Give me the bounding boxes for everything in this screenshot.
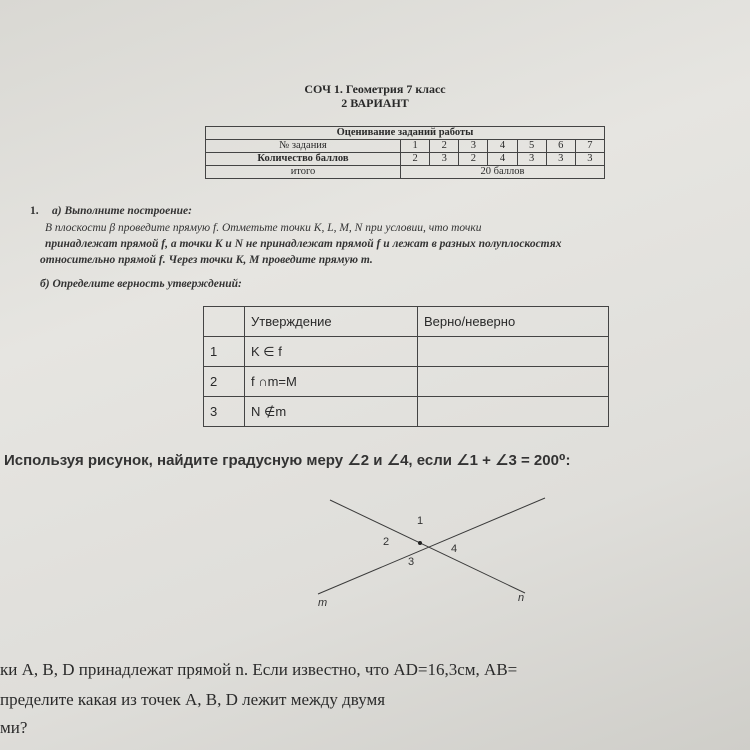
- task3-text-line: пределите какая из точек A, B, D лежит между двумя: [0, 690, 386, 709]
- task1-part-a-heading: а) Выполните построение:: [52, 205, 192, 217]
- points-cell: 2: [401, 153, 430, 166]
- row-number-cell: 3: [204, 397, 245, 427]
- statement-cell: K ∈ f: [245, 337, 418, 367]
- statement-header: Утверждение: [245, 307, 418, 337]
- task-number-cell: 2: [430, 140, 459, 153]
- document-variant: 2 ВАРИАНТ: [341, 96, 409, 110]
- line-m: [318, 498, 545, 594]
- task3-text-line: ми?: [0, 718, 28, 737]
- points-cell: 3: [546, 153, 575, 166]
- task1-number: 1.: [30, 205, 39, 217]
- task3-text-line: ки A, B, D принадлежат прямой n. Если известно, что AD=16,3см, AB=: [0, 660, 518, 679]
- task1-part-b-heading: б) Определите верность утверждений:: [40, 278, 242, 290]
- task-number-cell: 4: [488, 140, 517, 153]
- task1-text-line: В плоскости β проведите прямую f. Отметьте точки K, L, M, N при условии, что точки: [45, 222, 482, 234]
- line-n: [330, 500, 525, 593]
- task1-text-line: принадлежат прямой f, а точки K и N не принадлежат прямой f и лежат в разных полуплоскостях: [45, 238, 562, 250]
- angle-label-1: 1: [417, 515, 424, 527]
- task-number-cell: 6: [546, 140, 575, 153]
- angle-label-3: 3: [408, 556, 415, 568]
- truth-header: Верно/неверно: [418, 307, 609, 337]
- statement-cell: N ∉m: [245, 397, 418, 427]
- task-number-cell: 3: [459, 140, 488, 153]
- points-cell: 3: [575, 153, 604, 166]
- points-cell: 3: [430, 153, 459, 166]
- task2-text: Используя рисунок, найдите градусную меру ∠2 и ∠4, если ∠1 + ∠3 = 200⁰:: [4, 452, 571, 469]
- document-title: СОЧ 1. Геометрия 7 класс: [304, 82, 446, 96]
- task-number-cell: 7: [575, 140, 604, 153]
- total-label: итого: [206, 166, 401, 179]
- task1-text-line: относительно прямой f. Через точки K, M проведите прямую m.: [40, 254, 373, 266]
- line-label-n: n: [518, 592, 525, 604]
- points-cell: 3: [517, 153, 546, 166]
- score-table-caption: Оценивание заданий работы: [206, 127, 605, 140]
- points-cell: 2: [459, 153, 488, 166]
- angle-label-2: 2: [383, 536, 390, 548]
- intersection-point: [418, 541, 422, 545]
- angle-label-4: 4: [451, 543, 458, 555]
- statement-cell: f ∩m=M: [245, 367, 418, 397]
- task-number-label: № задания: [206, 140, 401, 153]
- line-label-m: m: [318, 597, 328, 609]
- task-number-cell: 1: [401, 140, 430, 153]
- total-value: 20 баллов: [401, 166, 605, 179]
- row-number-cell: 2: [204, 367, 245, 397]
- task-number-cell: 5: [517, 140, 546, 153]
- points-label: Количество баллов: [206, 153, 401, 166]
- row-number-cell: 1: [204, 337, 245, 367]
- points-cell: 4: [488, 153, 517, 166]
